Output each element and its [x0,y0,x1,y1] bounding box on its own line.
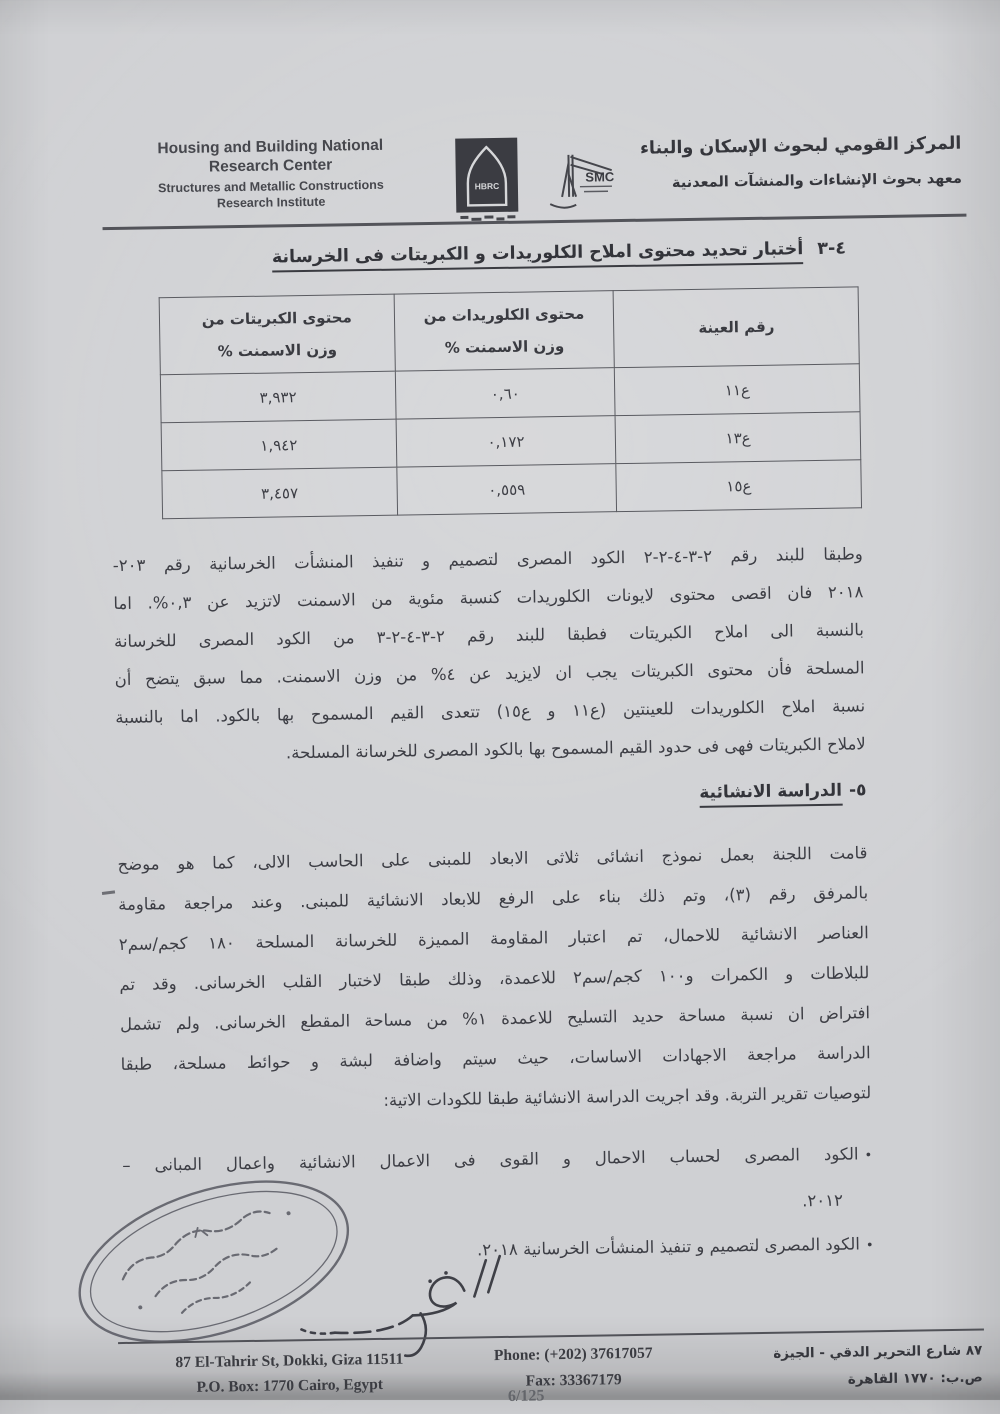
paragraph-line: المسلحة فأن محتوى الكبريتات يجب ان لايزيد عن ٤% من وزن الاسمنت. مما سبق يتضح أن [114,649,865,699]
institute-en-line1: Structures and Metallic Constructions [108,176,434,197]
paragraph-line: بالنسبة الى املاح الكبريتات فطبقا للبند رقم ٢-٣-٤-٢-٣ من الكود المصرى للخرسانة [114,611,865,661]
section-title: الدراسة الانشائية [699,781,842,808]
paragraph-line: بالمرفق رقم (٣)، وتم ذلك بناء على الرفع للابعاد الانشائية للمبنى. وعند مراجعة مقاومة [118,873,869,925]
page-number: 6/125 [508,1387,545,1406]
paragraph-line: العناصر الانشائية للاحمال، تم اعتبار المقاومة المميزة للخرسانة المسلحة ١٨٠ كجم/سم٢ [118,913,869,965]
section-5-paragraph [117,833,871,1125]
sample-id: ع١٥ [616,460,861,512]
sulfate-value: ٣,٩٣٢ [160,371,395,423]
section-5-heading [116,780,866,812]
paragraph-line: افتراض ان نسبة مساحة حديد التسليح للاعمدة ١% من مساحة المقطع الخرسانى. ولم تشمل [120,993,871,1045]
section-title: أختبار تحديد محتوى املاح الكلوريدات و الكبريتات فى الخرسانة [272,239,804,272]
section-number: ٤-٣ [817,239,846,259]
org-en-line2: Research Center [107,154,433,178]
fax-number: Fax: 33367179 [459,1366,689,1396]
table-row [162,460,862,519]
footer-address-arabic [710,1338,983,1396]
chloride-sulfate-results-table [159,286,862,519]
paragraph-line: نسبة املاح الكلوريدات للعينتين (ع١١ و ع١٥) تتعدى القيم المسموح بها بالكود. اما بالنسبة [115,687,866,737]
list-item-text: الكود المصرى لحساب الاحمال و القوى فى الاعمال الانشائية واعمال المبانى – [122,1144,859,1175]
paragraph-line: لاملاح الكبريتات فهى فى حدود القيم المسموح بها بالكود المصرى للخرسانة المسلحة. [116,725,867,775]
section-4-3-paragraph [113,535,866,775]
address-ar-line2: ص.ب: ١٧٧٠ القاهرة [711,1365,983,1396]
chloride-value: ٠,١٧٢ [396,416,616,467]
smc-logo-label: SMC [585,169,615,184]
sample-id: ع١٣ [615,412,860,464]
smc-logo-icon [541,148,628,217]
col-sample-number: رقم العينة [614,287,860,368]
section-number: ٥- [849,780,867,800]
footer-address-english [122,1346,457,1401]
bullet-icon: • [866,1238,874,1253]
address-en-line2: P.O. Box: 1770 Cairo, Egypt [123,1371,457,1401]
institute-en-line2: Research Institute [108,192,434,213]
paragraph-line: للبلاطات و الكمرات و١٠٠ كجم/سم٢ للاعمدة، وذلك طبقا لاختبار القلب الخرسانى. وقد تم [119,953,870,1005]
paragraph-line: ٢٠١٨ فان اقصى محتوى لايونات الكلوريدات كنسبة مئوية من الاسمنت لاتزيد عن ٠,٣%. اما [113,573,864,623]
org-en-line1: Housing and Building National [107,135,433,159]
paragraph-line: قامت اللجنة بعمل نموذج انشائى ثلاثى الابعاد للمبنى على الحاسب الالى، كما هو موضح [117,833,868,885]
org-name-arabic [627,132,962,195]
hbrc-logo-label: HBRC [475,181,500,191]
address-ar-line1: ٨٧ شارع التحرير الدقي - الجيزة [710,1338,982,1369]
col-chloride-content: محتوى الكلوريدات من وزن الاسمنت % [394,291,615,371]
list-item-continuation: ٢٠١٢. [123,1180,874,1232]
paragraph-line: الدراسة مراجعة الاجهادات الاساسات، حيث سيتم واضافة لبشة و حوائط مسلحة، طبقا [120,1033,871,1085]
hbrc-logo-icon [453,137,520,226]
sulfate-value: ١,٩٤٢ [161,419,396,471]
phone-number: Phone: (+202) 37617057 [458,1340,688,1370]
org-ar-line: المركز القومي لبحوث الإسكان والبناء [627,132,961,161]
list-item-text: الكود المصرى لتصميم و تنفيذ المنشأت الخرسانية ٢٠١٨. [477,1234,860,1259]
chloride-value: ٠,٥٥٩ [397,464,617,515]
bullet-icon: • [864,1148,872,1163]
table-header-row [159,287,859,375]
paragraph-line: وطبقا للبند رقم ٢-٣-٤-٢-٢ الكود المصرى لتصميم و تنفيذ المنشأت الخرسانية رقم ٢٠٣- [113,535,864,585]
footer-contact [458,1340,689,1396]
col-sulfate-content: محتوى الكبريتات من وزن الاسمنت % [159,294,395,375]
chloride-value: ٠,٦٠ [395,368,615,419]
section-4-3-heading [108,238,858,270]
margin-mark [102,890,115,894]
sulfate-value: ٣,٤٥٧ [162,467,397,519]
org-name-english [107,135,434,213]
institute-ar-line: معهد بحوث الإنشاءات والمنشآت المعدنية [628,168,962,195]
address-en-line1: 87 El-Tahrir St, Dokki, Giza 11511 [122,1346,456,1376]
header-divider [103,214,967,230]
paragraph-line: لتوصيات تقرير التربة. وقد اجريت الدراسة الانشائية طبقا للكودات الاتية: [121,1073,872,1125]
sample-id: ع١١ [615,364,860,416]
